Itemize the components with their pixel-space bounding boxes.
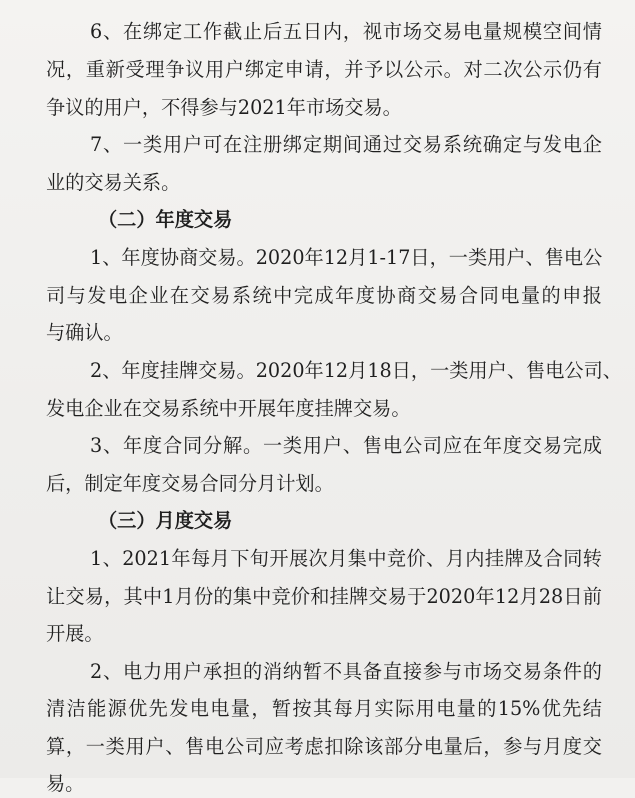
monthly-item-1-line-3: 开展。 (46, 622, 104, 645)
monthly-item-2-line-1: 2、电力用户承担的消纳暂不具备直接参与市场交易条件的 (90, 660, 602, 683)
paragraph-6-line-2: 况，重新受理争议用户绑定申请，并予以公示。对二次公示仍有 (46, 58, 602, 81)
paragraph-6-line-3: 争议的用户，不得参与2021年市场交易。 (46, 96, 402, 119)
monthly-item-2-line-3: 算，一类用户、售电公司应考虑扣除该部分电量后，参与月度交 (46, 735, 602, 758)
annual-item-1-line-1: 1、年度协商交易。2020年12月1-17日，一类用户、售电公 (90, 246, 603, 269)
paragraph-7-line-2: 业的交易关系。 (46, 171, 181, 194)
annual-item-3-line-2: 后，制定年度交易合同分月计划。 (46, 472, 334, 495)
paragraph-6-line-1: 6、在绑定工作截止后五日内，视市场交易电量规模空间情 (90, 20, 602, 43)
monthly-item-2-line-2: 清洁能源优先发电电量，暂按其每月实际用电量的15%优先结 (46, 697, 602, 720)
annual-item-1-line-3: 与确认。 (46, 321, 123, 344)
monthly-item-1-line-2: 让交易，其中1月份的集中竞价和挂牌交易于2020年12月28日前 (46, 585, 602, 608)
monthly-item-1-line-1: 1、2021年每月下旬开展次月集中竞价、月内挂牌及合同转 (90, 547, 602, 570)
section-heading-monthly-trading: （三）月度交易 (98, 509, 233, 532)
annual-item-2-line-2: 发电企业在交易系统中开展年度挂牌交易。 (46, 397, 411, 420)
paragraph-7-line-1: 7、一类用户可在注册绑定期间通过交易系统确定与发电企 (90, 133, 602, 156)
annual-item-1-line-2: 司与发电企业在交易系统中完成年度协商交易合同电量的申报 (46, 284, 602, 307)
section-heading-annual-trading: （二）年度交易 (98, 208, 233, 231)
monthly-item-2-line-4: 易。 (46, 772, 85, 795)
annual-item-2-line-1: 2、年度挂牌交易。2020年12月18日，一类用户、售电公司、 (90, 359, 622, 382)
annual-item-3-line-1: 3、年度合同分解。一类用户、售电公司应在年度交易完成 (90, 434, 602, 457)
